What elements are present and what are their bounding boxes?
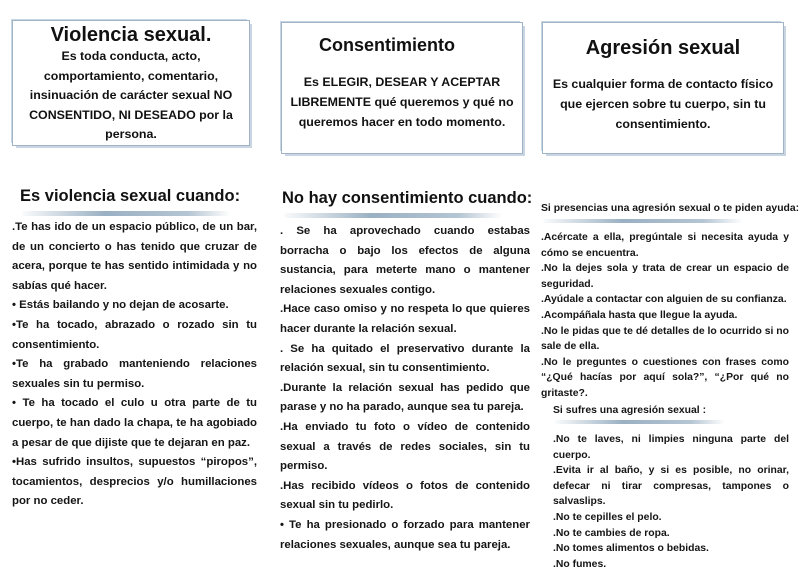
card-consentimiento bbox=[281, 22, 523, 154]
list-item: •Te ha grabado manteniendo relaciones sexuales sin tu permiso. bbox=[12, 358, 257, 390]
list-item: .No te cepilles el pelo. bbox=[553, 511, 662, 523]
heading-underline bbox=[284, 213, 502, 218]
list-item: .Acompáñala hasta que llegue la ayuda. bbox=[541, 309, 738, 321]
list-sufres bbox=[553, 432, 789, 572]
list-item: .No le pidas que te dé detalles de lo ocurrido si no sale de ella. bbox=[541, 325, 789, 353]
list-item: .No la dejes sola y trata de crear un espacio de seguridad. bbox=[541, 263, 789, 290]
list-item: .Evita ir al baño, y si es posible, no orinar, defecar ni tirar compresas, tampones o salvaslips. bbox=[553, 465, 789, 508]
list-item: • Estás bailando y no dejan de acosarte. bbox=[12, 299, 229, 312]
list-item: . Se ha quitado el preservativo durante la relación sexual, sin tu consentimiento. bbox=[280, 342, 530, 375]
list-violencia bbox=[12, 218, 257, 512]
list-item: .Hace caso omiso y no respeta lo que quieres hacer durante la relación sexual. bbox=[280, 303, 530, 335]
card-agresion-sexual bbox=[542, 22, 784, 154]
list-item: .Durante la relación sexual has pedido que parase y no ha parado, aunque sea tu pareja. bbox=[280, 381, 530, 414]
section-heading-consentimiento: No hay consentimiento cuando: bbox=[282, 189, 533, 207]
list-item: . Se ha aprovechado cuando estabas borracha o bajo los efectos de alguna sustancia, para meterte mano o mantener relaciones sexuales contigo. bbox=[280, 225, 530, 296]
card-description: Es ELEGIR, DESEAR Y ACEPTAR LIBREMENTE qué queremos y qué no queremos hacer en todo momento. bbox=[290, 75, 514, 129]
list-item: .Ayúdale a contactar con alguien de su confianza. bbox=[541, 294, 787, 306]
list-item: • Te ha tocado el culo u otra parte de tu cuerpo, te han dado la chapa, te ha agobiado a pesar de que dijiste que te dejaran en paz. bbox=[12, 397, 257, 449]
heading-underline bbox=[543, 219, 743, 223]
list-item: .No tomes alimentos o bebidas. bbox=[553, 543, 709, 555]
card-title: Violencia sexual. bbox=[50, 24, 212, 46]
card-description: Es toda conducta, acto, comportamiento, comentario, insinuación de carácter sexual NO CONSENTIDO, NI DESEADO por la persona. bbox=[29, 49, 233, 141]
list-presencias bbox=[541, 230, 789, 402]
list-item: .Te has ido de un espacio público, de un bar, de un concierto o has tenido que cruzar de acera, porque te has sentido intimidada y no sabías qué hacer. bbox=[12, 221, 257, 292]
list-item: .No le preguntes o cuestiones con frases como “¿Qué hacías por aquí sola?”, “¿Por qué no gritaste?. bbox=[541, 356, 789, 399]
list-item: .No te laves, ni limpies ninguna parte del cuerpo. bbox=[553, 434, 789, 461]
list-consentimiento bbox=[280, 222, 530, 555]
section-heading-violencia: Es violencia sexual cuando: bbox=[20, 187, 241, 205]
list-item: •Has sufrido insultos, supuestos “piropos”, tocamientos, desprecios y/o humillaciones por no ceder. bbox=[12, 456, 257, 508]
list-item: .Has recibido vídeos o fotos de contenido sexual sin tu pedirlo. bbox=[280, 479, 530, 512]
card-description: Es cualquier forma de contacto físico que ejercen sobre tu cuerpo, sin tu consentimiento. bbox=[552, 77, 774, 131]
list-item: .No te cambies de ropa. bbox=[553, 527, 670, 539]
card-title: Consentimiento bbox=[318, 35, 455, 55]
list-item: .Ha enviado tu foto o vídeo de contenido sexual a través de redes sociales, sin tu permiso. bbox=[280, 420, 530, 473]
section-heading-presencias: Si presencias una agresión sexual o te piden ayuda: bbox=[541, 203, 800, 214]
section-heading-sufres: Si sufres una agresión sexual : bbox=[553, 405, 707, 416]
card-title: Agresión sexual bbox=[585, 37, 741, 59]
heading-underline bbox=[22, 211, 230, 216]
card-violencia-sexual bbox=[12, 20, 250, 146]
list-item: .Acércate a ella, pregúntale si necesita ayuda y cómo se encuentra. bbox=[541, 232, 789, 259]
heading-underline bbox=[555, 420, 725, 424]
list-item: • Te ha presionado o forzado para mantener relaciones sexuales, aunque sea tu pareja. bbox=[280, 518, 530, 551]
list-item: •Te ha tocado, abrazado o rozado sin tu consentimiento. bbox=[12, 318, 257, 351]
list-item: .No fumes. bbox=[553, 558, 607, 570]
